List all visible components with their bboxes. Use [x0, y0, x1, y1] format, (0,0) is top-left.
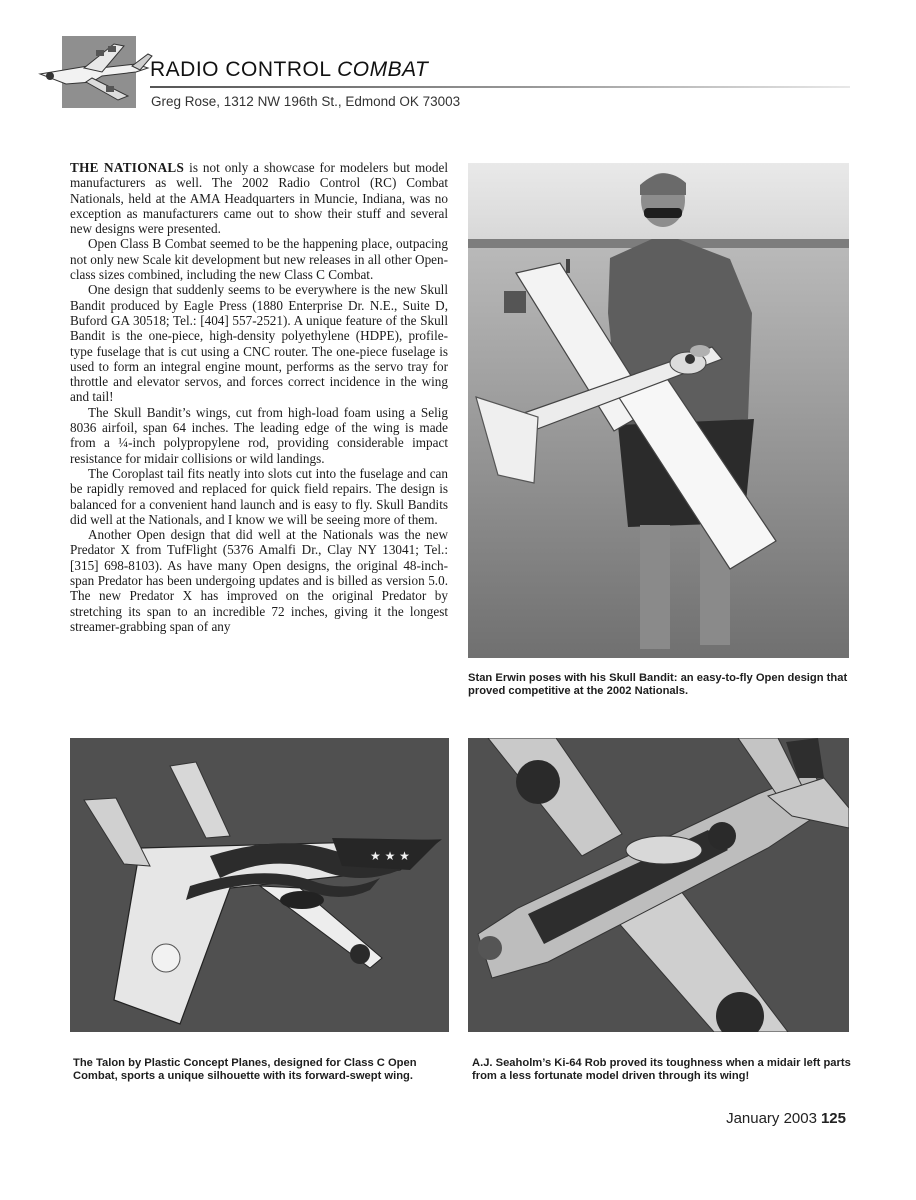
- page-footer: [660, 1110, 846, 1127]
- photo-caption: A.J. Seaholm’s Ki-64 Rob proved its toughness when a midair left parts from a less fortunate model driven through its wing!: [472, 1057, 851, 1083]
- article-paragraph: Another Open design that did well at the Nationals was the new Predator X from TufFlight (5376 Amalfi Dr., Clay NY 13041; Tel.: [315] 698-8103). As have many Open designs, the original 48-inch-span Predator has been undergoing updates and is billed as version 5.0. The new Predator X has improved on the original Predator by stretching its span to an incredible 72 inches, giving it the longest streamer-grabbing span of any: [70, 527, 448, 634]
- column-title-plain: RADIO CONTROL: [150, 58, 338, 81]
- column-title-italic: COMBAT: [337, 58, 429, 81]
- photo-caption: The Talon by Plastic Concept Planes, designed for Class C Open Combat, sports a unique silhouette with its forward-swept wing.: [73, 1057, 417, 1083]
- article-paragraph: [70, 160, 448, 236]
- article-lead: THE NATIONALS: [70, 160, 185, 175]
- paragraph-text: is not only a showcase for modelers but model manufacturers as well. The 2002 Radio Control (RC) Combat Nationals, held at the AMA Headquarters in Muncie, Indiana, was no exception as manufacturers came out to show their stuff and several new designs were presented.: [70, 160, 448, 237]
- article-paragraph: Open Class B Combat seemed to be the happening place, outpacing not only new Scale kit development but new releases in all other Open-class sizes combined, including the new Class C Combat.: [70, 236, 448, 283]
- photo-talon: [70, 738, 449, 1032]
- issue-date: January 2003: [726, 1110, 817, 1127]
- page-number: 125: [820, 1110, 846, 1127]
- column-title: [150, 58, 428, 82]
- photo-skull-bandit: [468, 163, 849, 658]
- article-body: [70, 160, 448, 634]
- article-paragraph: The Skull Bandit’s wings, cut from high-load foam using a Selig 8036 airfoil, span 64 inches. The leading edge of the wing is made from a ¼-inch polypropylene rod, providing considerable impact resistance for midair collisions or wild landings.: [70, 404, 448, 466]
- photo-ki64-rob: [468, 738, 849, 1032]
- author-address: Greg Rose, 1312 NW 196th St., Edmond OK 73003: [151, 94, 461, 109]
- article-paragraph: One design that suddenly seems to be everywhere is the new Skull Bandit produced by Eagle Press (1880 Enterprise Dr. N.E., Suite D, Buford GA 30518; Tel.: [404] 557-2521). A unique feature of the Skull Bandit is the one-piece, high-density polyethylene (HDPE), profile-type fuselage that is cut using a CNC router. The one-piece fuselage is used to form an integral engine mount, performs as the servo tray for throttle and elevator servos, and forces correct incidence in the wing and tail!: [70, 282, 448, 405]
- svg-text:★ ★ ★: ★ ★ ★: [370, 849, 410, 863]
- photo-caption: Stan Erwin poses with his Skull Bandit: an easy-to-fly Open design that proved competitive at the 2002 Nationals.: [468, 672, 848, 698]
- airplane-logo-icon: [36, 38, 154, 104]
- article-paragraph: The Coroplast tail fits neatly into slots cut into the fuselage and can be rapidly removed and replaced for quick field repairs. The design is balanced for a convenient hand launch and is easy to fly. Skull Bandits did well at the Nationals, and I know we will be seeing more of them.: [70, 465, 448, 527]
- header-rule: [150, 86, 850, 88]
